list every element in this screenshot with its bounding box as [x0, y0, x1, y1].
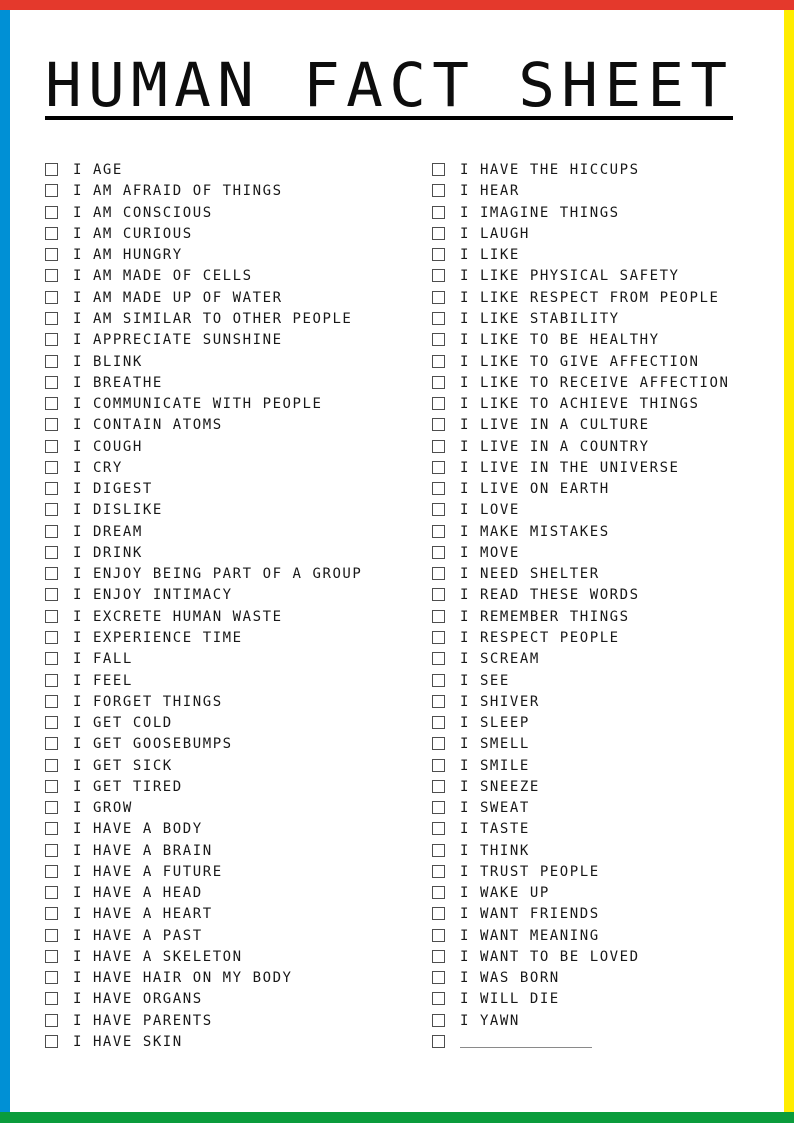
checkbox-icon[interactable]: [45, 418, 58, 431]
checklist-item-label: I LIKE TO GIVE AFFECTION: [460, 353, 700, 370]
checkbox-icon[interactable]: [432, 801, 445, 814]
checklist-item-label: I COMMUNICATE WITH PEOPLE: [73, 396, 323, 413]
checkbox-icon[interactable]: [45, 907, 58, 920]
checkbox-icon[interactable]: [45, 1035, 58, 1048]
checkbox-icon[interactable]: [432, 695, 445, 708]
checklist-item-label: I GROW: [73, 800, 133, 817]
checklist-item: [45, 903, 432, 924]
checklist-item-label: I DRINK: [73, 544, 143, 561]
checkbox-icon[interactable]: [432, 418, 445, 431]
checkbox-icon[interactable]: [432, 971, 445, 984]
checklist-item-label: I HAVE A BRAIN: [73, 842, 213, 859]
checkbox-icon[interactable]: [45, 588, 58, 601]
checklist-item-label: I IMAGINE THINGS: [460, 204, 620, 221]
checklist-item-label: I TASTE: [460, 821, 530, 838]
checklist-item-label: I LIKE TO BE HEALTHY: [460, 332, 660, 349]
checkbox-icon[interactable]: [45, 269, 58, 282]
checkbox-icon[interactable]: [432, 759, 445, 772]
checkbox-icon[interactable]: [45, 546, 58, 559]
checklist-item: [45, 414, 432, 435]
checklist-item: [45, 1010, 432, 1031]
checklist-item: [432, 478, 749, 499]
checklist-item-label: I ENJOY BEING PART OF A GROUP: [73, 566, 363, 583]
checkbox-icon[interactable]: [432, 929, 445, 942]
checklist-item-label: I AM MADE UP OF WATER: [73, 289, 283, 306]
checklist-item: [45, 988, 432, 1009]
checkbox-icon[interactable]: [432, 992, 445, 1005]
checklist-item-label: I AM CONSCIOUS: [73, 204, 213, 221]
checklist-item-label: I GET COLD: [73, 715, 173, 732]
checklist-item-label: I HAVE THE HICCUPS: [460, 162, 640, 179]
checkbox-icon[interactable]: [432, 588, 445, 601]
checklist-item: [432, 287, 749, 308]
checklist-item-label: I GET TIRED: [73, 778, 183, 795]
checkbox-icon[interactable]: [432, 844, 445, 857]
checklist-item-label: I SHIVER: [460, 693, 540, 710]
checklist-item-label: I SMILE: [460, 757, 530, 774]
checklist-item: [432, 754, 749, 775]
checklist-item: [45, 754, 432, 775]
checklist-item: [432, 882, 749, 903]
checklist-item: [45, 712, 432, 733]
checkbox-icon[interactable]: [45, 631, 58, 644]
checkbox-icon[interactable]: [45, 397, 58, 410]
checklist-item-label: I DISLIKE: [73, 502, 163, 519]
checklist-item: [45, 478, 432, 499]
checklist-item: [45, 606, 432, 627]
checkbox-icon[interactable]: [432, 376, 445, 389]
checklist-item: [432, 499, 749, 520]
checkbox-icon[interactable]: [432, 503, 445, 516]
checklist-item-label: I AM CURIOUS: [73, 225, 193, 242]
checkbox-icon[interactable]: [432, 610, 445, 623]
checklist-item: [432, 584, 749, 605]
checklist-item: [432, 925, 749, 946]
checklist-item-label: I HAVE SKIN: [73, 1034, 183, 1051]
checklist-item: [432, 563, 749, 584]
checklist-item: [45, 265, 432, 286]
checklist-item: [432, 542, 749, 563]
checklist-item: [45, 202, 432, 223]
checkbox-icon[interactable]: [432, 780, 445, 793]
checklist-item: [45, 180, 432, 201]
checkbox-icon[interactable]: [432, 461, 445, 474]
checklist-item-label: I HAVE A SKELETON: [73, 948, 243, 965]
checklist-item-label: I WILL DIE: [460, 991, 560, 1008]
checklist-item: [432, 372, 749, 393]
checklist-item-label: I AM MADE OF CELLS: [73, 268, 253, 285]
checklist-item: [432, 350, 749, 371]
checklist-item: [432, 861, 749, 882]
checklist-item: [45, 563, 432, 584]
checklist-item: [45, 925, 432, 946]
checkbox-icon[interactable]: [432, 206, 445, 219]
checklist-item-label: I LIVE IN A CULTURE: [460, 417, 650, 434]
checklist-item: [432, 691, 749, 712]
checkbox-icon[interactable]: [432, 163, 445, 176]
checklist-item-label: I APPRECIATE SUNSHINE: [73, 332, 283, 349]
checkbox-icon[interactable]: [45, 376, 58, 389]
checklist: [45, 159, 794, 1052]
checklist-item: [45, 329, 432, 350]
checklist-item-label: I MOVE: [460, 544, 520, 561]
checklist-item-label: I HEAR: [460, 183, 520, 200]
checklist-item-label: I HAVE A HEART: [73, 906, 213, 923]
checklist-item-label: I WANT FRIENDS: [460, 906, 600, 923]
checkbox-icon[interactable]: [432, 1014, 445, 1027]
checklist-item-label: I SCREAM: [460, 651, 540, 668]
checklist-item-label: I SMELL: [460, 736, 530, 753]
checklist-item-label: I HAVE A BODY: [73, 821, 203, 838]
checklist-item: [432, 797, 749, 818]
checklist-item: [432, 840, 749, 861]
checklist-item-label: I LIKE: [460, 247, 520, 264]
checklist-item: [45, 287, 432, 308]
checklist-item: [45, 542, 432, 563]
checkbox-icon[interactable]: [432, 312, 445, 325]
checklist-item-label: I REMEMBER THINGS: [460, 608, 630, 625]
checkbox-icon[interactable]: [45, 716, 58, 729]
checklist-item: [432, 457, 749, 478]
checklist-item-label: I AM SIMILAR TO OTHER PEOPLE: [73, 310, 353, 327]
checklist-item-label: I WANT TO BE LOVED: [460, 948, 640, 965]
checklist-item: [432, 329, 749, 350]
checkbox-icon[interactable]: [45, 822, 58, 835]
checklist-column-right: [432, 159, 749, 1052]
checklist-item: [432, 393, 749, 414]
checklist-item: [45, 159, 432, 180]
checklist-item: [45, 840, 432, 861]
checkbox-icon[interactable]: [45, 929, 58, 942]
checklist-item: [432, 414, 749, 435]
checkbox-icon[interactable]: [432, 269, 445, 282]
checkbox-icon[interactable]: [45, 801, 58, 814]
checklist-item: [432, 202, 749, 223]
checkbox-icon[interactable]: [45, 1014, 58, 1027]
checklist-item: [432, 308, 749, 329]
checklist-item-label: I YAWN: [460, 1012, 520, 1029]
checklist-item-label: I HAVE HAIR ON MY BODY: [73, 970, 293, 987]
checkbox-icon[interactable]: [45, 992, 58, 1005]
checklist-item-label: I BREATHE: [73, 374, 163, 391]
checklist-item: [432, 903, 749, 924]
checklist-item: [432, 159, 749, 180]
checklist-item-label: I RESPECT PEOPLE: [460, 629, 620, 646]
checklist-item: [432, 521, 749, 542]
checklist-item: [432, 967, 749, 988]
checklist-item: [432, 1010, 749, 1031]
checkbox-icon[interactable]: [45, 525, 58, 538]
checklist-item-label: I HAVE A PAST: [73, 927, 203, 944]
checklist-item: [45, 1031, 432, 1052]
checklist-item-label: I GET SICK: [73, 757, 173, 774]
checklist-item: [45, 244, 432, 265]
checkbox-icon[interactable]: [45, 440, 58, 453]
checklist-item-label: I AGE: [73, 162, 123, 179]
checklist-item-label: I LIKE TO RECEIVE AFFECTION: [460, 374, 730, 391]
checklist-item: [45, 435, 432, 456]
checkbox-icon[interactable]: [432, 546, 445, 559]
checklist-item: [432, 818, 749, 839]
checklist-item-label: I DREAM: [73, 523, 143, 540]
checklist-item-label: I BLINK: [73, 353, 143, 370]
checkbox-icon[interactable]: [45, 291, 58, 304]
checkbox-icon[interactable]: [432, 355, 445, 368]
checklist-item-label: I LOVE: [460, 502, 520, 519]
checklist-item-label: I HAVE A FUTURE: [73, 863, 223, 880]
checklist-item-label: I WANT MEANING: [460, 927, 600, 944]
checklist-item: [45, 521, 432, 542]
checklist-item: [432, 946, 749, 967]
checklist-item-label: I ENJOY INTIMACY: [73, 587, 233, 604]
checklist-item: [45, 648, 432, 669]
checklist-item: [432, 627, 749, 648]
checklist-item: [45, 350, 432, 371]
page-title: HUMAN FACT SHEET: [45, 50, 734, 121]
checklist-item: [45, 627, 432, 648]
checkbox-icon[interactable]: [432, 567, 445, 580]
write-in-line[interactable]: [460, 1036, 592, 1048]
checklist-item-label: I AM HUNGRY: [73, 247, 183, 264]
checklist-item-label: I FALL: [73, 651, 133, 668]
checkbox-icon[interactable]: [432, 865, 445, 878]
checkbox-icon[interactable]: [45, 206, 58, 219]
checkbox-icon[interactable]: [432, 822, 445, 835]
checklist-item-label: I WAKE UP: [460, 885, 550, 902]
right-border-yellow: [784, 10, 794, 1112]
checklist-item: [45, 818, 432, 839]
checklist-item: [432, 223, 749, 244]
checklist-item: [432, 244, 749, 265]
checkbox-icon[interactable]: [432, 291, 445, 304]
checklist-item: [45, 372, 432, 393]
checkbox-icon[interactable]: [45, 759, 58, 772]
checkbox-icon[interactable]: [432, 397, 445, 410]
checklist-item-label: I SWEAT: [460, 800, 530, 817]
checklist-item-label: I READ THESE WORDS: [460, 587, 640, 604]
top-border-red: [0, 0, 794, 10]
checklist-item: [432, 1031, 749, 1052]
checkbox-icon[interactable]: [432, 1035, 445, 1048]
checkbox-icon[interactable]: [45, 865, 58, 878]
checklist-item: [45, 797, 432, 818]
checklist-item: [45, 393, 432, 414]
checklist-item-label: I LIKE RESPECT FROM PEOPLE: [460, 289, 720, 306]
checklist-item-label: I TRUST PEOPLE: [460, 863, 600, 880]
checklist-item: [432, 988, 749, 1009]
checkbox-icon[interactable]: [45, 950, 58, 963]
checklist-column-left: [45, 159, 432, 1052]
checklist-item-label: I SEE: [460, 672, 510, 689]
checklist-item-label: I LAUGH: [460, 225, 530, 242]
checkbox-icon[interactable]: [45, 886, 58, 899]
checklist-item: [432, 776, 749, 797]
checklist-item: [45, 457, 432, 478]
checkbox-icon[interactable]: [432, 907, 445, 920]
checklist-item: [432, 712, 749, 733]
checklist-item-label: I NEED SHELTER: [460, 566, 600, 583]
checkbox-icon[interactable]: [45, 567, 58, 580]
checkbox-icon[interactable]: [45, 482, 58, 495]
checkbox-icon[interactable]: [432, 886, 445, 899]
checklist-item: [45, 308, 432, 329]
checkbox-icon[interactable]: [45, 312, 58, 325]
checklist-item: [45, 861, 432, 882]
checklist-item-label: I GET GOOSEBUMPS: [73, 736, 233, 753]
checklist-item: [45, 946, 432, 967]
checklist-item-label: I WAS BORN: [460, 970, 560, 987]
checkbox-icon[interactable]: [45, 355, 58, 368]
checkbox-icon[interactable]: [45, 652, 58, 665]
checklist-item: [45, 733, 432, 754]
checklist-item-label: I DIGEST: [73, 481, 153, 498]
checklist-item-label: I HAVE PARENTS: [73, 1012, 213, 1029]
checklist-item-label: I FORGET THINGS: [73, 693, 223, 710]
checkbox-icon[interactable]: [45, 674, 58, 687]
checkbox-icon[interactable]: [432, 482, 445, 495]
checklist-item-label: I THINK: [460, 842, 530, 859]
checklist-item: [45, 882, 432, 903]
checklist-item: [432, 733, 749, 754]
checklist-item: [45, 584, 432, 605]
checkbox-icon[interactable]: [45, 227, 58, 240]
checkbox-icon[interactable]: [432, 737, 445, 750]
checkbox-icon[interactable]: [45, 248, 58, 261]
checkbox-icon[interactable]: [432, 248, 445, 261]
checklist-item-label: I EXCRETE HUMAN WASTE: [73, 608, 283, 625]
checklist-item-label: I FEEL: [73, 672, 133, 689]
checklist-item-label: I LIVE IN A COUNTRY: [460, 438, 650, 455]
checkbox-icon[interactable]: [45, 971, 58, 984]
checkbox-icon[interactable]: [45, 695, 58, 708]
checkbox-icon[interactable]: [45, 163, 58, 176]
checklist-item: [45, 967, 432, 988]
checklist-item-label: I LIKE STABILITY: [460, 310, 620, 327]
checklist-item-label: I SLEEP: [460, 715, 530, 732]
checklist-item-label: I HAVE ORGANS: [73, 991, 203, 1008]
checklist-item: [45, 669, 432, 690]
checklist-item-label: I LIVE IN THE UNIVERSE: [460, 459, 680, 476]
checkbox-icon[interactable]: [45, 780, 58, 793]
checkbox-icon[interactable]: [432, 525, 445, 538]
checklist-item: [432, 669, 749, 690]
checkbox-icon[interactable]: [432, 440, 445, 453]
checklist-item-label: I COUGH: [73, 438, 143, 455]
checklist-item-label: I LIKE PHYSICAL SAFETY: [460, 268, 680, 285]
checklist-item-label: I HAVE A HEAD: [73, 885, 203, 902]
checkbox-icon[interactable]: [45, 184, 58, 197]
checkbox-icon[interactable]: [432, 227, 445, 240]
checkbox-icon[interactable]: [45, 503, 58, 516]
checkbox-icon[interactable]: [432, 631, 445, 644]
checkbox-icon[interactable]: [45, 610, 58, 623]
checkbox-icon[interactable]: [45, 737, 58, 750]
checklist-item: [45, 499, 432, 520]
checkbox-icon[interactable]: [432, 652, 445, 665]
checkbox-icon[interactable]: [45, 333, 58, 346]
checkbox-icon[interactable]: [432, 716, 445, 729]
checklist-item: [432, 180, 749, 201]
checklist-item: [45, 691, 432, 712]
checklist-item-label: I LIVE ON EARTH: [460, 481, 610, 498]
left-border-blue: [0, 10, 10, 1112]
checklist-item-label: I LIKE TO ACHIEVE THINGS: [460, 396, 700, 413]
checklist-item-label: I MAKE MISTAKES: [460, 523, 610, 540]
checkbox-icon[interactable]: [432, 333, 445, 346]
checklist-item: [432, 606, 749, 627]
checkbox-icon[interactable]: [432, 674, 445, 687]
checklist-item-label: I SNEEZE: [460, 778, 540, 795]
checklist-item-label: I CRY: [73, 459, 123, 476]
checklist-item: [432, 265, 749, 286]
checkbox-icon[interactable]: [432, 950, 445, 963]
checklist-item-label: I AM AFRAID OF THINGS: [73, 183, 283, 200]
checkbox-icon[interactable]: [432, 184, 445, 197]
checklist-item: [432, 648, 749, 669]
checklist-item: [45, 223, 432, 244]
checkbox-icon[interactable]: [45, 844, 58, 857]
bottom-border-green: [0, 1112, 794, 1123]
checklist-item-label: I CONTAIN ATOMS: [73, 417, 223, 434]
checkbox-icon[interactable]: [45, 461, 58, 474]
checklist-item-label: I EXPERIENCE TIME: [73, 629, 243, 646]
checklist-item: [432, 435, 749, 456]
checklist-item: [45, 776, 432, 797]
